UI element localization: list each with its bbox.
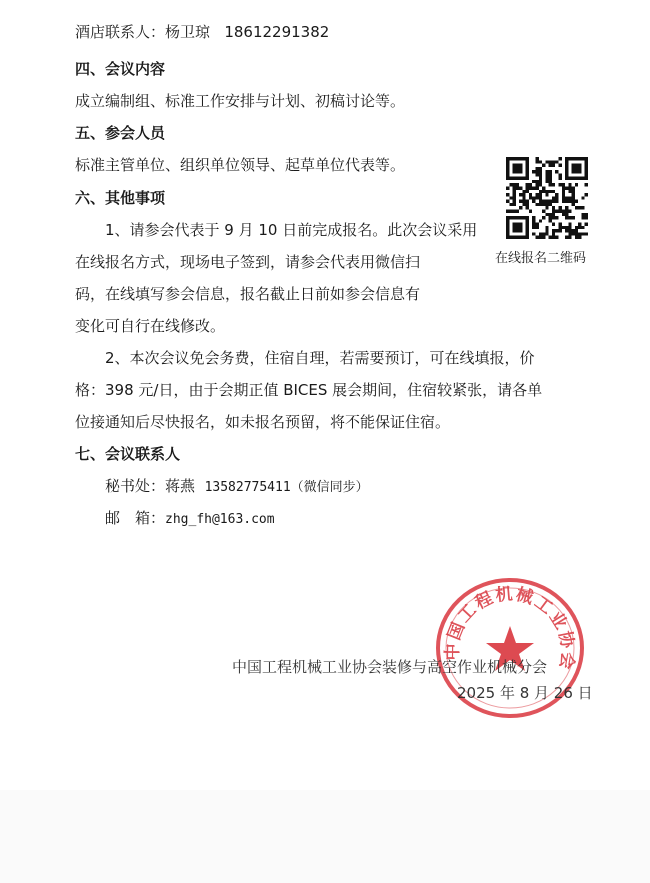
section-6-title: 六、其他事项 <box>75 189 166 207</box>
email-address: zhg_fh@163.com <box>165 512 275 527</box>
section-6-item2-line3: 位接通知后尽快报名，如未报名预留，将不能保证住宿。 <box>75 413 451 431</box>
secretary-label: 秘书处：蒋燕 <box>105 477 196 495</box>
qr-caption: 在线报名二维码 <box>495 251 587 266</box>
hotel-contact <box>75 22 329 42</box>
section-5-title: 五、参会人员 <box>75 124 166 142</box>
section-6-item1-line3: 码，在线填写参会信息，报名截止日前如参会信息有 <box>75 285 421 303</box>
section-4-title: 四、会议内容 <box>75 60 166 78</box>
page-bottom-margin <box>0 790 650 883</box>
qr-code-icon[interactable] <box>506 157 588 239</box>
email-contact <box>105 508 275 530</box>
signature-date: 2025 年 8 月 26 日 <box>457 684 593 702</box>
section-6-item1-line1: 1、请参会代表于 9 月 10 日前完成报名。此次会议采用 <box>105 221 478 239</box>
signature-organization: 中国工程机械工业协会装修与高空作业机械分会 <box>232 658 548 676</box>
seal-text: 中国工程机械工业协会 <box>442 584 578 673</box>
section-5-body: 标准主管单位、组织单位领导、起草单位代表等。 <box>75 156 406 174</box>
hotel-contact-phone: 18612291382 <box>224 23 330 41</box>
secretary-contact <box>105 476 369 498</box>
hotel-contact-label: 酒店联系人：杨卫琼 <box>75 23 211 41</box>
section-6-item1-line2: 在线报名方式，现场电子签到，请参会代表用微信扫 <box>75 253 421 271</box>
section-6-item1-line4: 变化可自行在线修改。 <box>75 317 226 335</box>
section-6-item2-line2: 格：398 元/日，由于会期正值 BICES 展会期间，住宿较紧张，请各单 <box>75 381 543 399</box>
secretary-phone: 13582775411（微信同步） <box>204 480 369 495</box>
section-7-title: 七、会议联系人 <box>75 445 181 463</box>
section-4-body: 成立编制组、标准工作安排与计划、初稿讨论等。 <box>75 92 406 110</box>
section-6-item2-line1: 2、本次会议免会务费，住宿自理，若需要预订，可在线填报，价 <box>105 349 535 367</box>
email-label: 邮 箱： <box>105 509 166 527</box>
